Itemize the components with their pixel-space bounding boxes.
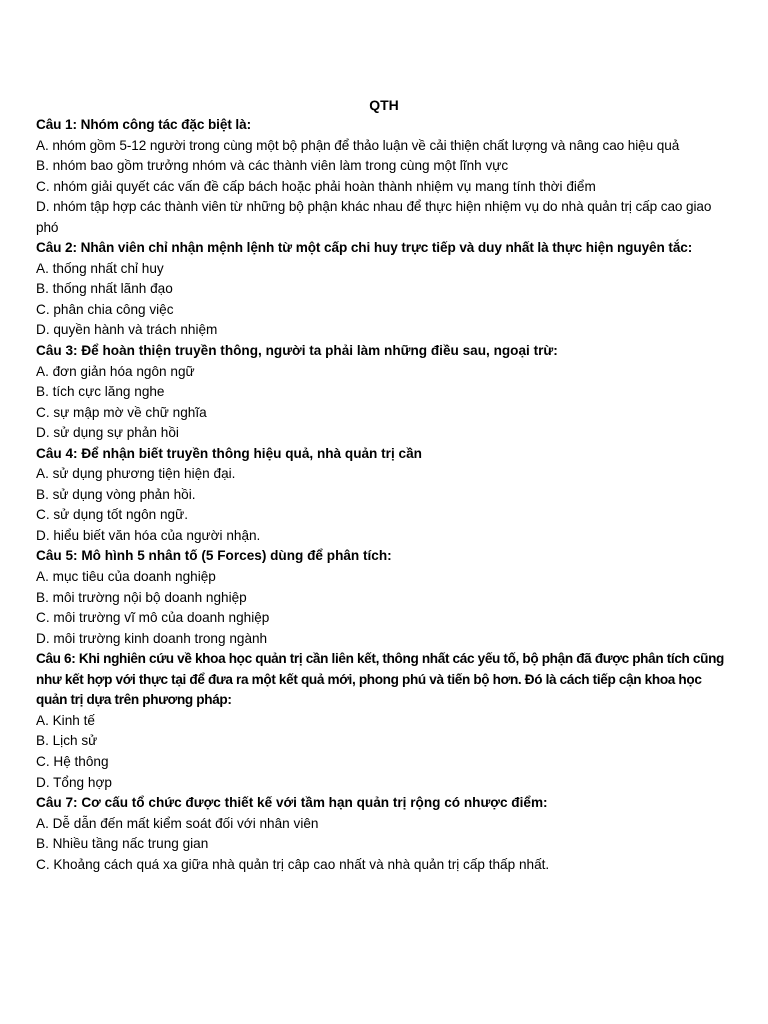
answer-option: B. thống nhất lãnh đạo: [36, 281, 173, 297]
answer-option: B. Lịch sử: [36, 733, 98, 749]
answer-option: D. nhóm tập hợp các thành viên từ những bộ phận khác nhau để thực hiện nhiệm vụ do nhà quản trị cấp cao giao phó: [36, 199, 712, 235]
answer-option: C. môi trường vĩ mô của doanh nghiệp: [36, 610, 270, 626]
answer-option: D. quyền hành và trách nhiệm: [36, 322, 218, 338]
question-block: [36, 649, 736, 793]
question-text: Câu 6: Khi nghiên cứu về khoa học quản trị cần liên kết, thông nhất các yếu tố, bộ phận đã được phân tích cũng như kết hợp với thực tại để đưa ra một kết quả mới, phong phú và tiến bộ hơn. Đó là cách tiếp cận khoa học quản trị dựa trên phương pháp:: [36, 651, 724, 708]
answer-option: C. sự mập mờ về chữ nghĩa: [36, 404, 207, 420]
question-block: [36, 115, 736, 238]
answer-option: B. Nhiều tầng nấc trung gian: [36, 836, 209, 852]
answer-option: A. Kinh tế: [36, 712, 95, 728]
question-list: [36, 115, 736, 875]
answer-option: A. thống nhất chỉ huy: [36, 260, 164, 276]
question-block: [36, 238, 736, 341]
answer-option: C. nhóm giải quyết các vấn đề cấp bách hoặc phải hoàn thành nhiệm vụ mang tính thời điểm: [36, 178, 596, 194]
question-text: Câu 4: Để nhận biết truyền thông hiệu quả, nhà quản trị cần: [36, 445, 422, 461]
answer-option: C. Khoảng cách quá xa giữa nhà quản trị câp cao nhất và nhà quản trị cấp thấp nhất.: [36, 856, 550, 872]
question-block: [36, 444, 736, 547]
question-text: Câu 2: Nhân viên chỉ nhận mệnh lệnh từ một cấp chi huy trực tiếp và duy nhất là thực hiện nguyên tắc:: [36, 240, 693, 256]
answer-option: A. Dễ dẫn đến mất kiểm soát đối với nhân viên: [36, 815, 319, 831]
answer-option: C. Hệ thông: [36, 753, 109, 769]
answer-option: A. nhóm gồm 5-12 người trong cùng một bộ phận để thảo luận về cải thiện chất lượng và nâng cao hiệu quả: [36, 137, 680, 153]
document-title: QTH: [369, 97, 399, 113]
question-text: Câu 1: Nhóm công tác đặc biệt là:: [36, 117, 251, 132]
answer-option: D. hiểu biết văn hóa của người nhận.: [36, 527, 261, 543]
answer-option: C. phân chia công việc: [36, 301, 174, 317]
answer-option: D. Tổng hợp: [36, 774, 112, 790]
answer-option: C. sử dụng tốt ngôn ngữ.: [36, 507, 188, 523]
answer-option: D. môi trường kinh doanh trong ngành: [36, 630, 268, 646]
question-text: Câu 5: Mô hình 5 nhân tố (5 Forces) dùng để phân tích:: [36, 548, 392, 564]
answer-option: A. đơn giản hóa ngôn ngữ: [36, 363, 195, 379]
answer-option: B. môi trường nội bộ doanh nghiệp: [36, 589, 247, 605]
answer-option: A. mục tiêu của doanh nghiệp: [36, 569, 216, 585]
answer-option: D. sử dụng sự phản hồi: [36, 425, 179, 441]
answer-option: B. tích cực lăng nghe: [36, 384, 165, 400]
answer-option: A. sử dụng phương tiện hiện đại.: [36, 466, 236, 482]
question-text: Câu 7: Cơ cấu tổ chức được thiết kế với tầm hạn quản trị rộng có nhược điểm:: [36, 795, 548, 811]
question-text: Câu 3: Để hoàn thiện truyền thông, người ta phải làm những điều sau, ngoại trừ:: [36, 343, 558, 359]
question-block: [36, 793, 736, 875]
answer-option: B. sử dụng vòng phản hồi.: [36, 486, 196, 502]
question-block: [36, 546, 736, 649]
question-block: [36, 341, 736, 444]
answer-option: B. nhóm bao gồm trưởng nhóm và các thành viên làm trong cùng một lĩnh vực: [36, 158, 509, 174]
